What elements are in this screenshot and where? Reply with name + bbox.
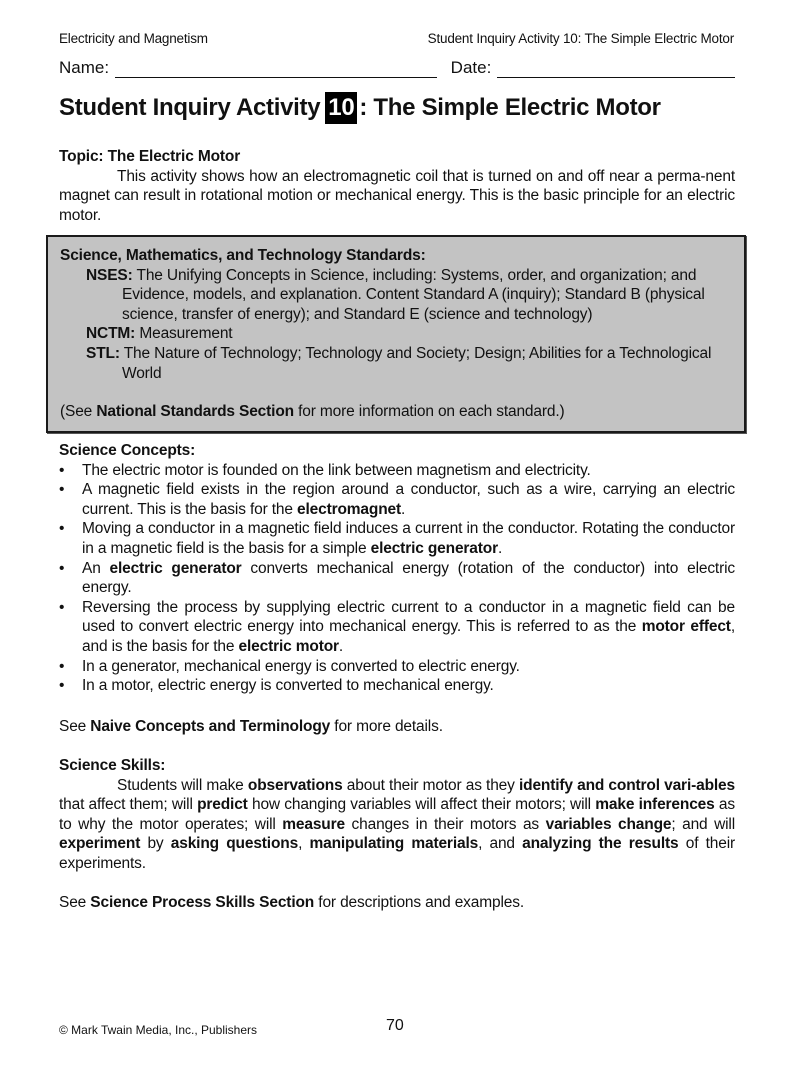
standard-text: The Unifying Concepts in Science, including: Systems, order, and organization; and Evidence, models, and explanation. Content Standard A (inquiry); Standard B (physical science, transfer of energy); and Standard E (science and technology) — [122, 266, 705, 323]
standard-nses — [60, 266, 732, 325]
science-concepts-section — [59, 441, 735, 696]
text-run: by — [140, 835, 171, 853]
text-run: , and is the basis for the — [82, 618, 735, 655]
concept-bullet — [59, 598, 735, 657]
text-run: ; and will — [671, 815, 735, 833]
text-run: converts mechanical energy (rotation of the conductor) into electric energy. — [82, 559, 735, 597]
bold-term: electromagnet — [297, 500, 402, 518]
standard-nctm — [60, 324, 732, 344]
bold-term: predict — [197, 796, 248, 814]
header-subject: Electricity and Magnetism — [59, 31, 208, 46]
topic-section — [59, 147, 735, 225]
text-run: how changing variables will affect their motors; will — [247, 796, 596, 814]
title-prefix: Student Inquiry Activity — [59, 94, 321, 121]
note-text: See — [59, 894, 91, 911]
bold-term: electric generator — [109, 559, 242, 577]
standard-text: Measurement — [135, 325, 233, 343]
bold-term: analyzing the results — [522, 835, 679, 853]
text-run: The electric motor is founded on the link between magnetism and electricity. — [82, 461, 591, 479]
text-run: A magnetic field exists in the region around a conductor, such as a wire, carrying an electric current. This is the basis for the — [82, 481, 735, 518]
standard-stl — [60, 344, 732, 383]
bold-term: experiment — [59, 835, 141, 853]
title-suffix: : The Simple Electric Motor — [359, 94, 661, 121]
bold-term: motor effect — [641, 618, 731, 636]
standards-heading: Science, Mathematics, and Technology Standards: — [60, 247, 426, 264]
note-text: for descriptions and examples. — [314, 894, 525, 911]
text-run: that affect them; will — [59, 796, 198, 814]
text-run: In a generator, mechanical energy is converted to electric energy. — [82, 657, 520, 675]
standard-label: STL: — [86, 344, 120, 362]
note-text: See — [59, 718, 91, 735]
text-run: as to why the motor operates; will — [59, 796, 735, 833]
page-number: 70 — [386, 1017, 404, 1034]
science-skills-section — [59, 756, 735, 874]
bold-term: electric generator — [370, 539, 498, 557]
concept-bullet — [59, 461, 735, 481]
text-run: Students will make — [117, 776, 248, 794]
text-run: of their experiments. — [59, 835, 735, 872]
text-run: , and — [478, 835, 523, 853]
text-run: Moving a conductor in a magnetic field induces a current in the conductor. Rotating the conductor in a magnetic field is the basis for a simple — [82, 520, 735, 557]
text-run: . — [338, 637, 344, 655]
process-skills-link: Science Process Skills Section — [90, 894, 315, 911]
bold-term: electric motor — [238, 637, 339, 655]
note-text: for more details. — [330, 718, 443, 735]
date-label: Date: — [450, 58, 492, 77]
date-field-line[interactable] — [497, 61, 735, 78]
copyright-footer: © Mark Twain Media, Inc., Publishers — [59, 1023, 258, 1037]
bold-term: identify and control vari-ables — [518, 776, 735, 794]
bold-term: observations — [247, 776, 343, 794]
topic-heading: Topic: The Electric Motor — [59, 148, 241, 165]
concept-bullet — [59, 559, 735, 598]
national-standards-link: National Standards Section — [96, 403, 294, 421]
concept-bullet — [59, 676, 735, 696]
concept-bullet — [59, 657, 735, 677]
bold-term: measure — [282, 815, 345, 833]
bold-term: variables change — [545, 815, 672, 833]
running-header — [59, 31, 734, 46]
text-run: changes in their motors as — [344, 815, 546, 833]
standards-box — [46, 235, 746, 433]
concept-bullet — [59, 519, 735, 558]
bold-term: manipulating materials — [309, 835, 479, 853]
text-run: . — [498, 539, 503, 557]
concepts-list — [59, 461, 735, 696]
text-run: Reversing the process by supplying electric current to a conductor in a magnetic field can be used to convert electric energy into mechanical energy. This is referred to as the — [82, 598, 735, 636]
note-text: (See — [60, 403, 97, 421]
concepts-heading: Science Concepts: — [59, 442, 196, 459]
bold-term: asking questions — [170, 835, 299, 853]
page-title — [59, 92, 661, 124]
standard-text: The Nature of Technology; Technology and Society; Design; Abilities for a Technological World — [119, 344, 712, 382]
text-run: about their motor as they — [342, 776, 519, 794]
note-text: for more information on each standard.) — [293, 403, 565, 421]
standards-footer-note — [60, 402, 732, 422]
see-naive-concepts-note — [59, 717, 735, 737]
naive-concepts-link: Naive Concepts and Terminology — [90, 718, 331, 735]
text-run: In a motor, electric energy is converted to mechanical energy. — [82, 677, 494, 695]
text-run: , — [298, 835, 310, 853]
name-date-row — [59, 58, 735, 78]
skills-heading: Science Skills: — [59, 757, 166, 774]
name-label: Name: — [59, 58, 110, 77]
topic-body: This activity shows how an electromagnetic coil that is turned on and off near a perma-nent magnet can result in rotational motion or mechanical energy. This is the basic principle for an electric motor. — [59, 167, 735, 224]
see-process-skills-note — [59, 893, 735, 913]
standard-label: NSES: — [86, 266, 133, 284]
header-activity-title: Student Inquiry Activity 10: The Simple Electric Motor — [427, 31, 734, 46]
concept-bullet — [59, 480, 735, 519]
activity-number-badge: 10 — [325, 92, 357, 124]
bold-term: make inferences — [595, 796, 715, 814]
text-run: An — [82, 559, 110, 577]
skills-body — [59, 776, 735, 874]
name-field-line[interactable] — [115, 61, 437, 78]
standard-label: NCTM: — [86, 325, 136, 343]
text-run: . — [401, 500, 406, 518]
